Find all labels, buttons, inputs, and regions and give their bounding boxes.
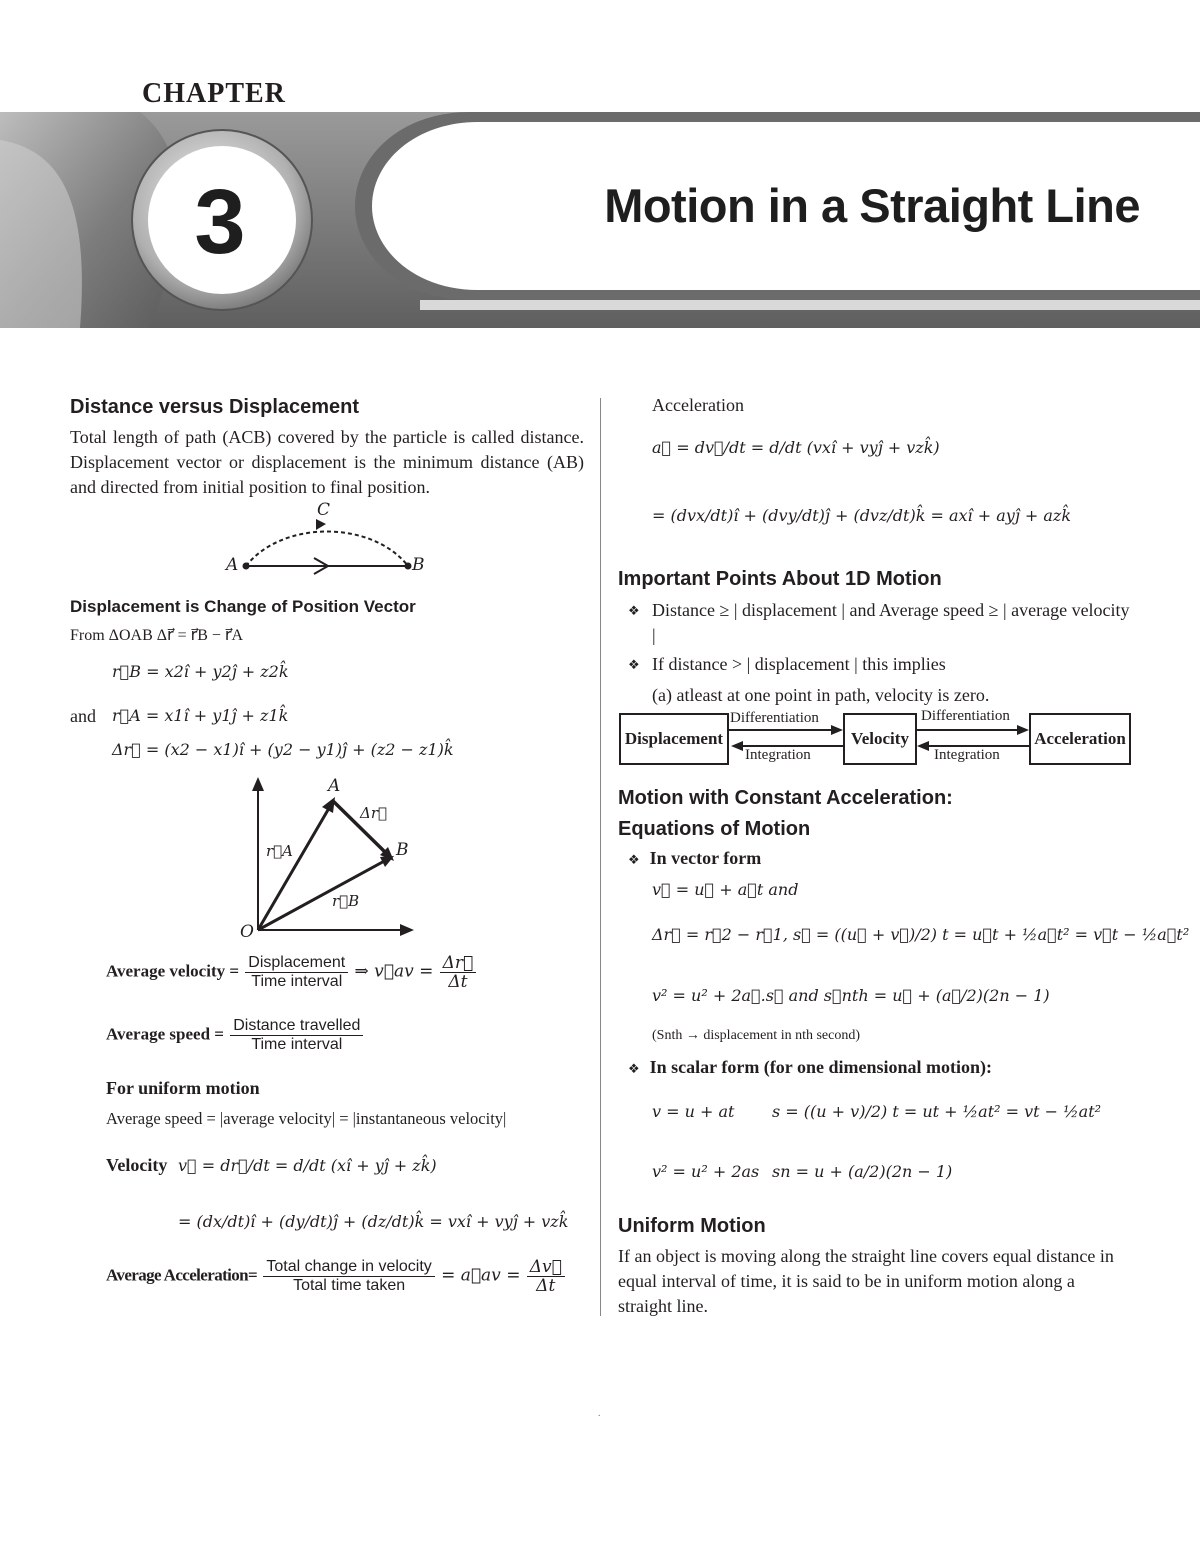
vector-label-b: B [396,840,409,860]
flow-box-velocity: Velocity [843,713,917,765]
footer-mark: . [598,1408,601,1419]
flow-box-acceleration: Acceleration [1029,713,1131,765]
bullet-distance-implies [628,652,1132,677]
average-acceleration-label: Average Acceleration= [106,1265,258,1285]
vector-equation-2: Δr⃗ = r⃗2 − r⃗1, s⃗ = ((u⃗ + v⃗)/2) t = u⃗t + ½a⃗t² = v⃗t − ½a⃗t² [652,925,1190,944]
vector-form-item [628,848,761,869]
equation-delta-r-expanded: Δr⃗ = (x2 − x1)î + (y2 − y1)ĵ + (z2 − z1)k̂ [112,740,454,759]
arc-label-b: B [412,555,425,575]
vector-label-a: A [328,776,341,796]
acceleration-equation-1: a⃗ = dv⃗/dt = d/dt (vxî + vyĵ + vzk̂) [652,438,940,457]
flow-label-differentiation-2: Differentiation [921,708,1010,724]
position-vector-diagram [240,775,430,945]
average-velocity-tail: ⇒ v⃗av = [354,961,434,982]
average-acceleration-denominator: Total time taken [293,1277,406,1294]
average-acceleration-frac-num: Δv⃗ [527,1258,565,1277]
velocity-equation-2: = (dx/dt)î + (dy/dt)ĵ + (dz/dt)k̂ = vxî + vyĵ + vzk̂ [178,1212,569,1231]
flow-label-integration-2: Integration [934,747,1000,763]
column-divider [600,398,601,1316]
vector-equation-3: v² = u² + 2a⃗.s⃗ and s⃗nth = u⃗ + (a⃗/2)(2n − 1) [652,986,1050,1005]
acceleration-word: Acceleration [652,395,744,415]
average-acceleration-formula [106,1258,567,1295]
average-acceleration-numerator: Total change in velocity [263,1258,434,1277]
flow-label-integration-1: Integration [745,747,811,763]
chapter-title: Motion in a Straight Line [604,179,1140,232]
vector-label-rb: r⃗B [332,892,360,910]
equation-rb: r⃗B = x2î + y2ĵ + z2k̂ [112,662,289,681]
snth-note: (Snth → displacement in nth second) [652,1028,861,1043]
scalar-form-label: In scalar form (for one dimensional motion): [649,1057,992,1077]
uniform-motion-line: Average speed = |average velocity| = |instantaneous velocity| [106,1109,507,1128]
arc-label-a: A [226,555,239,575]
uniform-motion-subheading: For uniform motion [106,1078,260,1098]
bullet-sub-text: (a) atleast at one point in path, velocity is zero. [652,685,990,705]
uniform-motion-paragraph: If an object is moving along the straight line covers equal distance in equal interval of time, it is said to be in uniform motion along a straight line. [618,1246,1114,1316]
equation-ra: r⃗A = x1î + y1ĵ + z1k̂ [112,706,289,725]
flow-label-differentiation-1: Differentiation [730,710,819,726]
section-heading-constant-acceleration: Motion with Constant Acceleration: [618,787,953,809]
scalar-equation-2b: sn = u + (a/2)(2n − 1) [772,1162,953,1181]
distance-paragraph: Total length of path (ACB) covered by the particle is called distance. Displacement vector or displacement is the minimum distance (AB) and directed from initial position to final position. [70,427,584,497]
scalar-equation-1b: s = ((u + v)/2) t = ut + ½at² = vt − ½at² [772,1102,1102,1121]
bullet-diamond-icon: ❖ [628,603,640,618]
average-velocity-denominator: Time interval [251,973,343,990]
vector-label-o: O [240,922,254,942]
section-heading-important-points: Important Points About 1D Motion [618,568,942,590]
bullet-diamond-icon: ❖ [628,657,640,672]
average-speed-numerator: Distance travelled [230,1017,363,1036]
bullet-text-1: Distance ≥ | displacement | and Average speed ≥ | average velocity | [652,600,1130,645]
average-acceleration-frac-den: Δt [536,1276,556,1296]
bullet-diamond-icon: ❖ [628,852,640,867]
bullet-diamond-icon: ❖ [628,1061,640,1076]
equation-delta-r: From ΔOAB Δr⃗ = r⃗B − r⃗A [70,627,244,644]
and-word: and [70,706,96,726]
vector-form-label: In vector form [649,848,762,868]
arc-label-c: C [317,500,331,520]
average-velocity-numerator: Displacement [245,954,348,973]
bullet-text-2: If distance > | displacement | this implies [652,654,946,674]
vector-equation-1: v⃗ = u⃗ + a⃗t and [652,880,799,899]
section-heading-equations-of-motion: Equations of Motion [618,818,811,840]
velocity-equation-1: v⃗ = dr⃗/dt = d/dt (xî + yĵ + zk̂) [178,1156,437,1175]
scalar-equation-2a: v² = u² + 2as [652,1162,760,1181]
average-velocity-frac-num: Δr⃗ [440,954,477,973]
vector-label-delta-r: Δr⃗ [360,804,388,822]
scalar-equation-1a: v = u + at [652,1102,735,1121]
velocity-label: Velocity [106,1155,168,1175]
average-velocity-frac-den: Δt [448,972,468,992]
vector-label-ra: r⃗A [266,842,294,860]
average-speed-denominator: Time interval [251,1036,343,1053]
flow-box-displacement: Displacement [619,713,729,765]
section-heading-displacement: Displacement is Change of Position Vector [70,597,416,616]
section-heading-distance: Distance versus Displacement [70,396,360,418]
acceleration-equation-2: = (dvx/dt)î + (dvy/dt)ĵ + (dvz/dt)k̂ = axî + ayĵ + azk̂ [652,506,1072,525]
average-velocity-label: Average velocity = [106,961,240,981]
chapter-number: 3 [194,171,246,273]
average-speed-formula [106,1017,365,1054]
average-speed-label: Average speed = [106,1024,224,1044]
scalar-form-item [628,1057,992,1078]
section-heading-uniform-motion: Uniform Motion [618,1215,766,1237]
chapter-label: CHAPTER [142,78,286,109]
bullet-distance-displacement [628,598,1132,648]
average-acceleration-tail: = a⃗av = [441,1265,521,1286]
average-velocity-formula [106,954,478,991]
